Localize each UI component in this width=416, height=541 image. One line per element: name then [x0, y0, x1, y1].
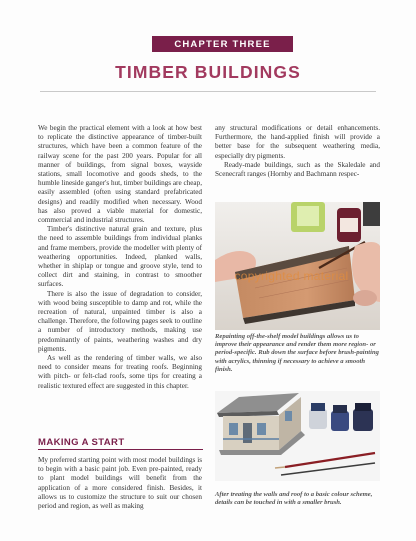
photo-painting-building [215, 202, 380, 330]
chapter-label: CHAPTER THREE [152, 36, 293, 52]
paragraph: any structural modifications or detail enhancements. Furthermore, the hand-applied finish will provide a better base for the subsequent weathering media, especially dry pigments. [215, 124, 380, 160]
paragraph: Ready-made buildings, such as the Skaledale and Scenecraft ranges (Hornby and Bachmann respec- [215, 160, 380, 179]
paragraph: Timber's distinctive natural grain and texture, plus the need to assemble buildings from individual planks and frame members, provide the modeller with plenty of weathering opportunities. Indeed, planked walls, whether in shiplap or tongue and groove style, tend to collect dirt and staining, in contrast to smoother surfaces. [38, 225, 202, 289]
copyright-watermark: copyrighted material [234, 269, 349, 283]
right-column-text [215, 124, 380, 179]
paragraph: As well as the rendering of timber walls, we also need to consider means for treating roofs. Beginning with pitch- or felt-clad roofs, some tips for creating a realistic textured effect are suggested in this chapter. [38, 354, 202, 390]
photo-caption-2: After treating the walls and roof to a basic colour scheme, details can be touched in with a smaller brush. [215, 491, 373, 507]
title-divider [40, 91, 376, 92]
paragraph: My preferred starting point with most model buildings is to begin with a basic paint job. Even pre-painted, ready to plant model buildings will benefit from the application of a more considered finish. Besides, it allows us to customize the structure to suit our chosen period and region, as well as making [38, 456, 202, 511]
paragraph: We begin the practical element with a look at how best to replicate the distinctive appearance of timber-built structures, which have been a common feature of the railway scene for the past 200 years. Popular for all manner of buildings, from signal boxes, wayside stations, small locomotive and goods sheds, to the humble lineside ganger's hut, timber buildings are cheap, easily assembled (often using standard prefabricated designs) and readily modified when necessary. Wood has also proved a viable material for domestic, commercial and industrial structures. [38, 124, 202, 225]
section-heading: MAKING A START [38, 437, 203, 450]
left-column-text [38, 124, 202, 391]
section-text [38, 456, 202, 511]
photo-finished-building [215, 391, 380, 481]
building-illustration [215, 391, 380, 481]
paragraph: There is also the issue of degradation to consider, with wood being susceptible to damp and rot, while the recreation of natural, unpainted timber is also a challenge. Therefore, the following pages seek to outline a number of introductory methods, making use predominantly of paints, weathering washes and dry pigments. [38, 289, 202, 353]
photo-caption-1: Repainting off-the-shelf model buildings allows us to improve their appearance and render them more region- or period-specific. Rub down the surface before brush-painting with acrylics, thinning if necessary to achieve a smooth finish. [215, 333, 379, 373]
chapter-title: TIMBER BUILDINGS [115, 62, 301, 82]
